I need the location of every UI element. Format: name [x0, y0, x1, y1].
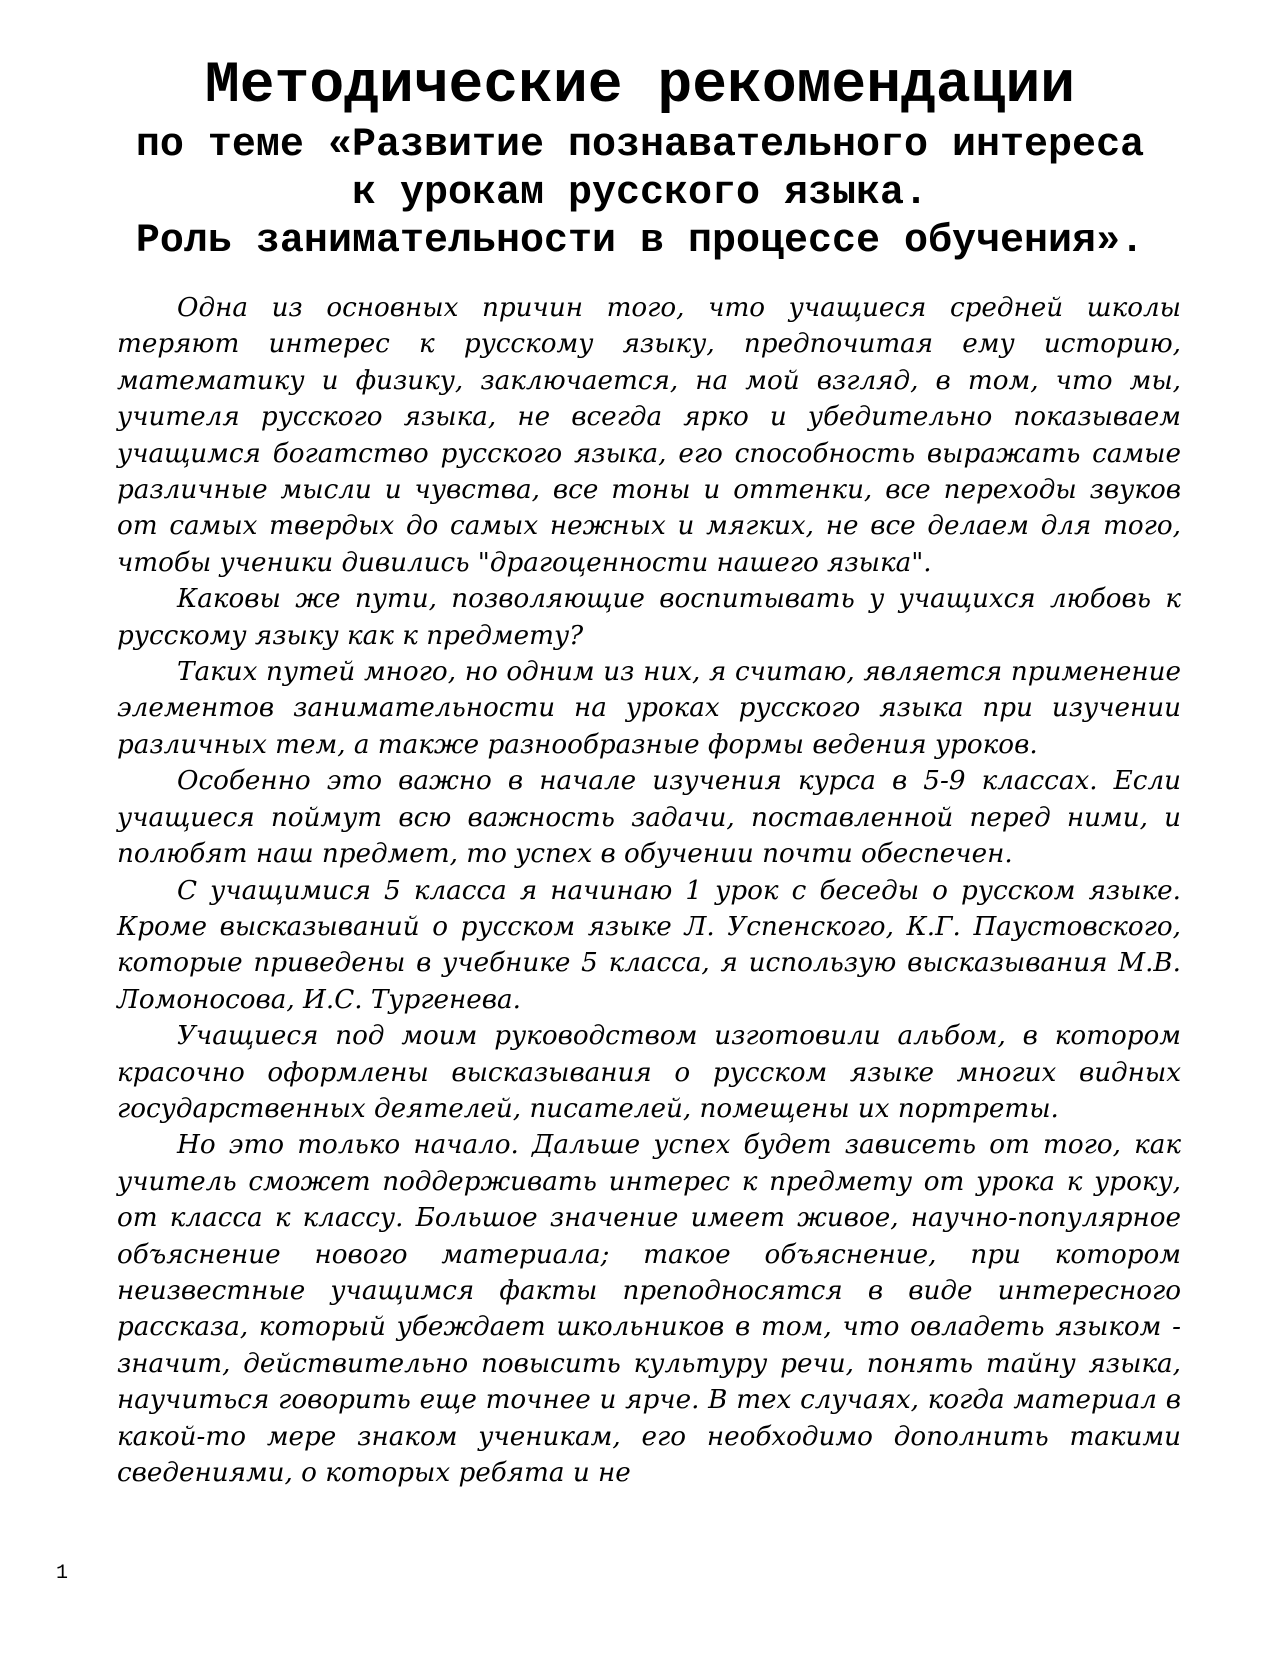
paragraph: Одна из основных причин того, что учащиеся средней школы теряют интерес к русскому языку, предпочитая ему историю, математику и физику, заключается, на мой взгляд, в том, что мы, учителя русского языка, не всегда ярко и убедительно показываем учащимся богатство русского языка, его способность выражать самые различные мысли и чувства, все тоны и оттенки, все переходы звуков от самых твердых до самых нежных и мягких, не все делаем для того, чтобы ученики дивились "драгоценности нашего языка". [117, 293, 1181, 578]
paragraph: Таких путей много, но одним из них, я считаю, является применение элементов занимательности на уроках русского языка при изучении различных тем, а также разнообразные формы ведения уроков. [117, 657, 1181, 760]
paragraph: Но это только начало. Дальше успех будет зависеть от того, как учитель сможет поддерживать интерес к предмету от урока к уроку, от класса к классу. Большое значение имеет живое, научно-популярное объяснение нового материала; такое объяснение, при котором неизвестные учащимся факты преподносятся в виде интересного рассказа, который убеждает школьников в том, что овладеть языком - значит, действительно повысить культуру речи, понять тайну языка, научиться говорить еще точнее и ярче. В тех случаях, когда материал в какой-то мере знаком ученикам, его необходимо дополнить такими сведениями, о которых ребята и не [117, 1130, 1181, 1488]
paragraph: С учащимися 5 класса я начинаю 1 урок с беседы о русском языке. Кроме высказываний о русском языке Л. Успенского, К.Г. Паустовского, которые приведены в учебнике 5 класса, я использую высказывания М.В. Ломоносова, И.С. Тургенева. [117, 875, 1181, 1015]
title-line-4: Роль занимательности в процессе обучения». [135, 219, 1145, 264]
paragraph: Особенно это важно в начале изучения курса в 5-9 классах. Если учащиеся поймут всю важность задачи, поставленной перед ними, и полюбят наш предмет, то успех в обучении почти обеспечен. [117, 766, 1181, 870]
paragraph: Каковы же пути, позволяющие воспитывать у учащихся любовь к русскому языку как к предмету? [117, 584, 1181, 651]
document-title [100, 52, 1180, 266]
page-number: 1 [56, 1562, 69, 1585]
title-line-1: Методические рекомендации [204, 54, 1076, 119]
paragraph: Учащиеся под моим руководством изготовили альбом, в котором красочно оформлены высказывания о русском языке многих видных государственных деятелей, писателей, помещены их портреты. [117, 1021, 1181, 1124]
title-line-2: по теме «Развитие познавательного интереса [135, 123, 1145, 168]
document-body [117, 290, 1181, 1491]
title-line-3: к урокам русского языка. [351, 171, 929, 216]
